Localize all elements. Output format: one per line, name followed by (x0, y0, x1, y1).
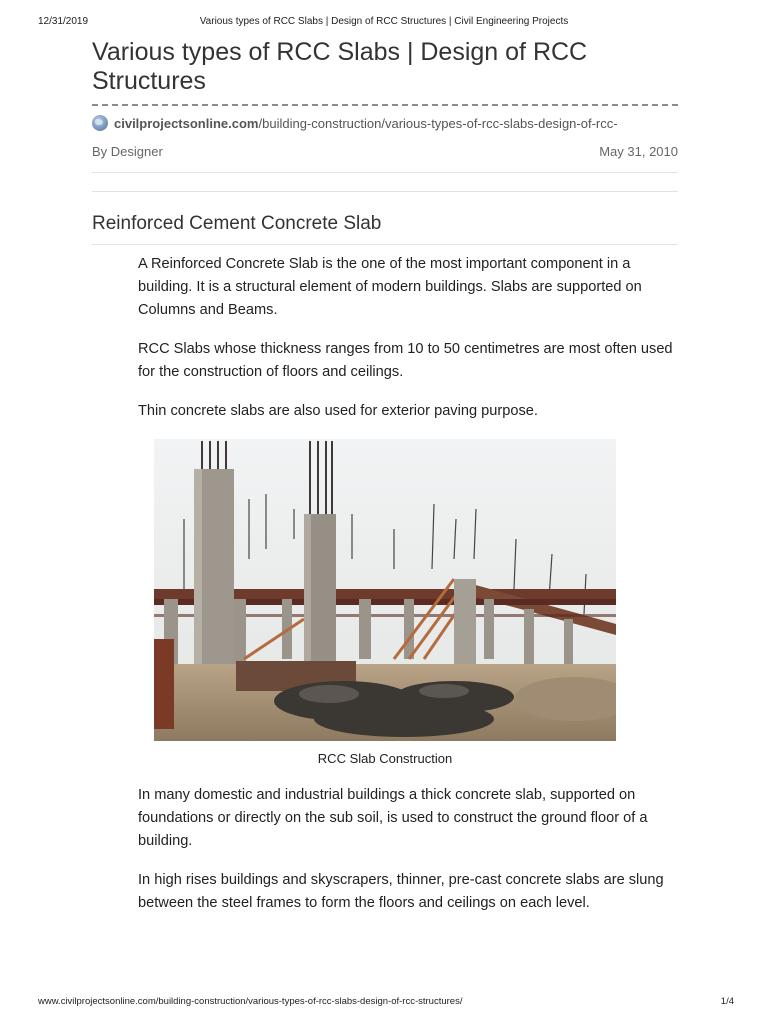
article-body (138, 253, 678, 423)
publish-date: May 31, 2010 (599, 144, 678, 159)
section-title: Reinforced Cement Concrete Slab (92, 213, 382, 234)
article-meta (92, 140, 678, 162)
paragraph: A Reinforced Concrete Slab is the one of the most important component in a building. It is a structural element of modern buildings. Slabs are supported on Columns and Beams. (138, 256, 642, 318)
article-body-continued (138, 784, 678, 915)
rcc-slab-photo (154, 439, 616, 741)
paragraph: Thin concrete slabs are also used for exterior paving purpose. (138, 403, 538, 419)
print-footer (0, 996, 768, 1010)
meta-divider (92, 172, 678, 173)
paragraph: In many domestic and industrial buildings a thick concrete slab, supported on foundations or directly on the sub soil, is used to construct the ground floor of a building. (138, 787, 648, 849)
globe-icon (92, 115, 108, 131)
paragraph: In high rises buildings and skyscrapers, thinner, pre-cast concrete slabs are slung between the steel frames to form the floors and ceilings on each level. (138, 872, 664, 911)
page-number: 1/4 (720, 996, 734, 1007)
print-date: 12/31/2019 (38, 16, 89, 27)
section-divider (92, 244, 678, 245)
author: By Designer (92, 144, 163, 159)
url-path[interactable]: /building-construction/various-types-of-rcc-slabs-design-of-rcc- (258, 115, 618, 131)
url-domain[interactable]: civilprojectsonline.com (114, 115, 259, 131)
construction-photo (154, 439, 616, 741)
source-url[interactable] (92, 112, 678, 134)
content-divider (92, 191, 678, 192)
print-header (0, 16, 768, 30)
paragraph: RCC Slabs whose thickness ranges from 10 to 50 centimetres are most often used for the construction of floors and ceilings. (138, 341, 673, 380)
title-divider (92, 104, 678, 106)
article-title: Various types of RCC Slabs | Design of RCC Structures (92, 38, 588, 95)
article (92, 38, 678, 915)
figure-caption: RCC Slab Construction (317, 751, 453, 766)
print-footer-url: www.civilprojectsonline.com/building-construction/various-types-of-rcc-slabs-design-of-rcc-structures/ (38, 996, 463, 1007)
print-page-title: Various types of RCC Slabs | Design of RCC Structures | Civil Engineering Projects (199, 16, 569, 27)
